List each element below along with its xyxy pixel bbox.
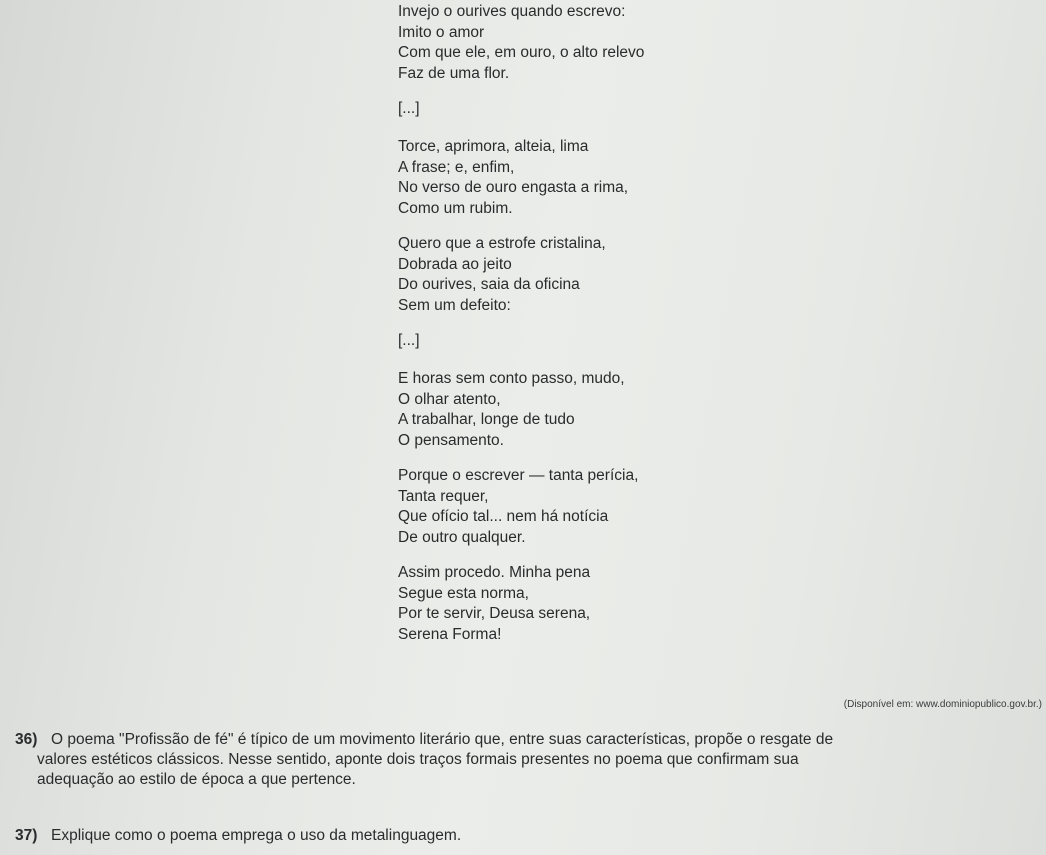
poem-line: Invejo o ourives quando escrevo:: [398, 3, 626, 20]
source-citation: (Disponível em: www.dominiopublico.gov.br.): [843, 699, 1042, 710]
poem-line: Que ofício tal... nem há notícia: [398, 508, 609, 525]
question-text-line: adequação ao estilo de época a que pertence.: [37, 771, 356, 788]
poem-line: Segue esta norma,: [398, 584, 529, 602]
poem-line: Por te servir, Deusa serena,: [398, 605, 591, 622]
question-37: [15, 826, 1039, 846]
poem-line: Sem um defeito:: [398, 296, 511, 314]
poem-line: E horas sem conto passo, mudo,: [398, 370, 625, 387]
poem-line: Como um rubim.: [398, 199, 513, 217]
poem: [398, 2, 818, 660]
poem-line: Serena Forma!: [398, 625, 502, 643]
poem-line: Imito o amor: [398, 23, 485, 41]
stanza-5: [398, 466, 818, 548]
question-text-line: valores estéticos clássicos. Nesse sentido, aponte dois traços formais presentes no poema que confirmam sua: [37, 751, 799, 768]
poem-line: Quero que a estrofe cristalina,: [398, 235, 606, 252]
poem-line: Torce, aprimora, alteia, lima: [398, 138, 589, 155]
omission-mark: [...]: [398, 100, 420, 117]
question-text-line: O poema "Profissão de fé" é típico de um movimento literário que, entre suas características, propõe o resgate de: [51, 731, 834, 748]
omission-mark: [...]: [398, 332, 420, 349]
poem-line: De outro qualquer.: [398, 528, 526, 546]
poem-line: O olhar atento,: [398, 390, 501, 408]
poem-line: Tanta requer,: [398, 487, 489, 505]
question-number: 37): [15, 827, 38, 844]
stanza-6: [398, 563, 818, 645]
poem-line: Faz de uma flor.: [398, 64, 510, 82]
poem-line: Do ourives, saia da oficina: [398, 276, 580, 293]
stanza-3: [398, 234, 818, 316]
question-number: 36): [15, 731, 38, 748]
stanza-2: [398, 137, 818, 219]
poem-line: A trabalhar, longe de tudo: [398, 411, 575, 428]
poem-line: Com que ele, em ouro, o alto relevo: [398, 44, 645, 61]
poem-line: A frase; e, enfim,: [398, 158, 515, 176]
poem-line: No verso de ouro engasta a rima,: [398, 179, 629, 196]
question-36: [15, 730, 1039, 790]
poem-line: Assim procedo. Minha pena: [398, 564, 591, 581]
poem-line: O pensamento.: [398, 431, 504, 449]
poem-line: Dobrada ao jeito: [398, 255, 512, 273]
poem-line: Porque o escrever — tanta perícia,: [398, 467, 639, 484]
stanza-1: [398, 2, 818, 84]
stanza-4: [398, 369, 818, 451]
question-text: Explique como o poema emprega o uso da metalinguagem.: [51, 827, 462, 844]
